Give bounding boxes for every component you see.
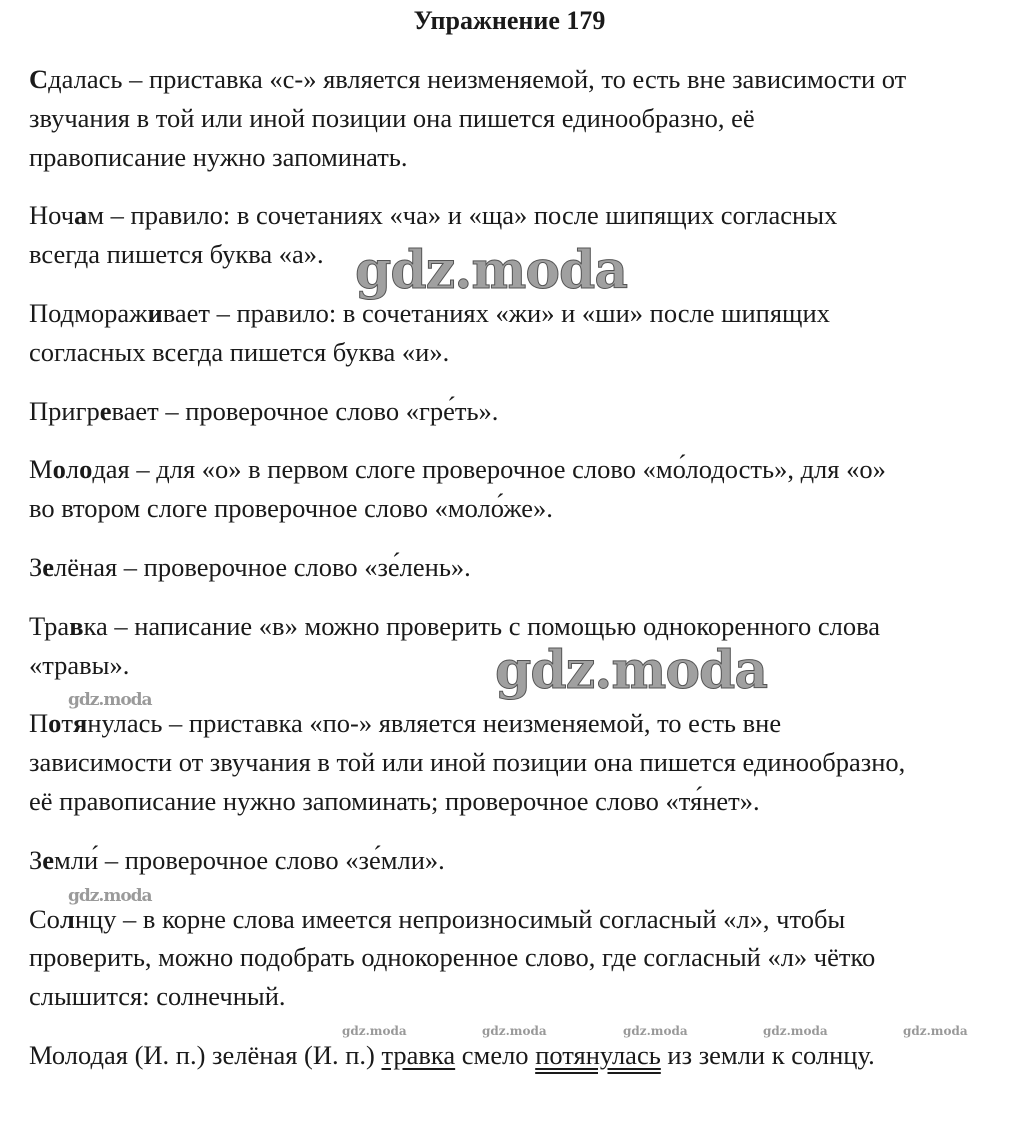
text-line <box>29 743 1009 782</box>
text-segment: Ноч <box>29 200 75 231</box>
highlighted-letter: о <box>52 454 66 485</box>
word-explanation <box>29 392 1009 431</box>
text-line <box>29 60 1009 99</box>
predicate-underlined: потянулась <box>535 1039 661 1070</box>
watermark: gdz.moda <box>342 1024 407 1038</box>
text-line <box>29 99 1009 138</box>
text-line <box>29 938 1009 977</box>
watermark: gdz.moda <box>903 1024 968 1038</box>
highlighted-letter: о <box>48 708 62 739</box>
subject-underlined: травка <box>381 1039 456 1070</box>
text-segment: м – правило: в сочетаниях «ча» и «ща» после шипящих согласных <box>87 200 838 231</box>
watermark: gdz.moda <box>495 640 768 701</box>
highlighted-letter: е <box>99 395 112 426</box>
watermark: gdz.moda <box>68 690 152 710</box>
text-segment: всегда пишется буква «а». <box>29 239 324 270</box>
text-segment: л <box>65 454 80 485</box>
text-segment: мли́ – проверочное слово «зе́мли». <box>54 844 445 875</box>
text-line <box>29 392 1009 431</box>
text-segment: вает – правило: в сочетаниях «жи» и «ши» после шипящих <box>162 297 830 328</box>
text-line <box>29 1036 1009 1075</box>
page-title: Упражнение 179 <box>413 6 606 35</box>
highlighted-letter: и <box>147 297 163 328</box>
text-line <box>29 900 1009 939</box>
text-segment: звучания в той или иной позиции она пишется единообразно, её <box>29 102 755 133</box>
text-segment: Тра <box>29 610 70 641</box>
text-line <box>29 548 1009 587</box>
highlighted-letter: о <box>79 454 93 485</box>
text-segment: во втором слоге проверочное слово «моло́же». <box>29 493 553 524</box>
text-line <box>29 333 1009 372</box>
text-segment: нцу – в корне слова имеется непроизносимый согласный «л», чтобы <box>74 903 846 934</box>
text-segment: далась – приставка «с-» является неизменяемой, то есть вне зависимости от <box>48 64 907 94</box>
text-segment: Пригр <box>29 395 100 426</box>
text-segment: смело <box>455 1039 536 1070</box>
text-segment: согласных всегда пишется буква «и». <box>29 336 450 367</box>
text-line <box>29 782 1009 821</box>
text-segment: «травы». <box>29 649 130 680</box>
analyzed-sentence <box>29 1036 1009 1075</box>
text-segment: её правописание нужно запоминать; проверочное слово «тя́нет». <box>29 785 760 816</box>
text-segment: М <box>29 454 53 485</box>
word-explanation <box>29 900 1009 1016</box>
watermark: gdz.moda <box>623 1024 688 1038</box>
text-line <box>29 450 1009 489</box>
watermark: gdz.moda <box>355 240 628 301</box>
text-segment: вает – проверочное слово «гре́ть». <box>111 395 499 426</box>
highlighted-letter: я <box>72 708 88 739</box>
text-segment: З <box>29 844 43 875</box>
text-line <box>29 704 1009 743</box>
text-segment: проверить, можно подобрать однокоренное слово, где согласный «л» чётко <box>29 942 876 973</box>
text-segment: Молодая (И. п.) зелёная (И. п.) <box>29 1039 382 1070</box>
highlighted-letter: С <box>29 64 49 94</box>
text-segment: лёная – проверочное слово «зе́лень». <box>54 551 471 582</box>
text-segment: зависимости от звучания в той или иной позиции она пишется единообразно, <box>29 747 906 778</box>
word-explanation <box>29 548 1009 587</box>
watermark: gdz.moda <box>763 1024 828 1038</box>
highlighted-letter: е <box>42 551 55 582</box>
watermark: gdz.moda <box>482 1024 547 1038</box>
text-segment: Со <box>29 903 60 934</box>
text-segment: слышится: солнечный. <box>29 981 286 1012</box>
text-segment: дая – для «о» в первом слоге проверочное слово «мо́лодость», для «о» <box>92 454 886 485</box>
text-segment: нулась – приставка «по-» является неизменяемой, то есть вне <box>87 708 782 739</box>
watermark: gdz.moda <box>68 886 152 906</box>
word-explanation <box>29 60 1009 176</box>
word-explanation <box>29 841 1009 880</box>
highlighted-letter: е <box>42 844 55 875</box>
text-segment: З <box>29 551 43 582</box>
highlighted-letter: а <box>74 200 88 231</box>
word-explanation <box>29 704 1009 820</box>
text-line <box>29 977 1009 1016</box>
text-segment: ка – написание «в» можно проверить с помощью однокоренного слова <box>83 610 880 641</box>
text-segment: т <box>61 708 73 739</box>
text-segment: правописание нужно запоминать. <box>29 141 408 172</box>
text-segment: Подмораж <box>29 297 148 328</box>
text-line <box>29 138 1009 177</box>
text-line <box>29 841 1009 880</box>
text-line <box>29 489 1009 528</box>
highlighted-letter: в <box>69 610 84 641</box>
text-line <box>29 196 1009 235</box>
text-segment: П <box>29 708 49 739</box>
word-explanation <box>29 450 1009 528</box>
word-explanation <box>29 294 1009 372</box>
highlighted-letter: л <box>59 903 75 934</box>
exercise-text <box>29 60 1009 1095</box>
text-segment: из земли к солнцу. <box>660 1039 875 1070</box>
